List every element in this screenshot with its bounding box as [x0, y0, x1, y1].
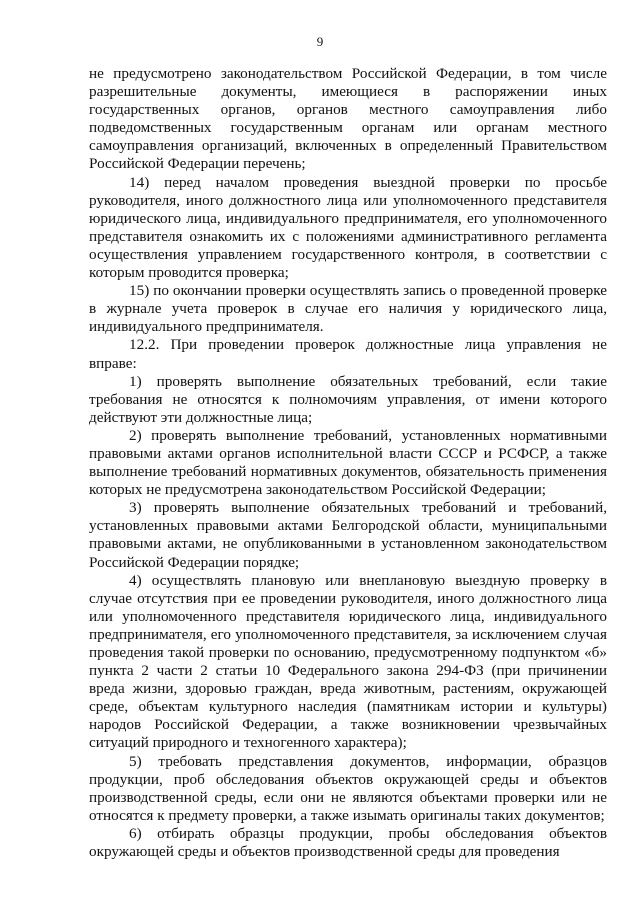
paragraph-item-5: 5) требовать представления документов, информации, образцов продукции, проб обследования объектов окружающей среды и объектов производственной среды, если они не являются объектами проверки или не относятся к предмету проверки, а также изымать оригиналы таких документов; — [89, 752, 607, 824]
document-body — [89, 65, 607, 861]
paragraph-item-4: 4) осуществлять плановую или внеплановую выездную проверку в случае отсутствия при ее проведении руководителя, иного должностного лица или уполномоченного представителя юридического лица, индивидуального предпринимателя, его уполномоченного представителя, за исключением случая проведения такой проверки по основанию, предусмотренному подпунктом «б» пункта 2 части 2 статьи 10 Федерального закона 294-ФЗ (при причинении вреда жизни, здоровью граждан, вреда животным, растениям, окружающей среде, объектам культурного наследия (памятникам истории и культуры) народов Российской Федерации, а также возникновении чрезвычайных ситуаций природного и техногенного характера); — [89, 571, 607, 752]
paragraph-section-12-2: 12.2. При проведении проверок должностные лица управления не вправе: — [89, 336, 607, 372]
paragraph-item-6: 6) отбирать образцы продукции, пробы обследования объектов окружающей среды и объектов производственной среды для проведения — [89, 824, 607, 861]
paragraph-item-15: 15) по окончании проверки осуществлять запись о проведенной проверке в журнале учета проверок в случае его наличия у юридического лица, индивидуального предпринимателя. — [89, 282, 607, 336]
paragraph-continuation: не предусмотрено законодательством Российской Федерации, в том числе разрешительные документы, имеющиеся в распоряжении иных государственных органов, органов местного самоуправления либо подведомственных государственным органам или органам местного самоуправления организаций, включенных в определенный Правительством Российской Федерации перечень; — [89, 65, 607, 173]
paragraph-item-2: 2) проверять выполнение требований, установленных нормативными правовыми актами органов исполнительной власти СССР и РСФСР, а также выполнение требований нормативных документов, обязательность применения которых не предусмотрена законодательством Российской Федерации; — [89, 426, 607, 499]
paragraph-item-14: 14) перед началом проведения выездной проверки по просьбе руководителя, иного должностного лица или уполномоченного представителя юридического лица, индивидуального предпринимателя, его уполномоченного представителя ознакомить их с положениями административного регламента осуществления управлением государственного контроля, в соответствии с которым проводится проверка; — [89, 173, 607, 282]
paragraph-item-1: 1) проверять выполнение обязательных требований, если такие требования не относятся к полномочиям управления, от имени которого действуют эти должностные лица; — [89, 372, 607, 426]
paragraph-item-3: 3) проверять выполнение обязательных требований и требований, установленных правовыми актами Белгородской области, муниципальными правовыми актами, не опубликованными в установленном законодательством Российской Федерации порядке; — [89, 499, 607, 571]
page-number: 9 — [316, 34, 324, 49]
